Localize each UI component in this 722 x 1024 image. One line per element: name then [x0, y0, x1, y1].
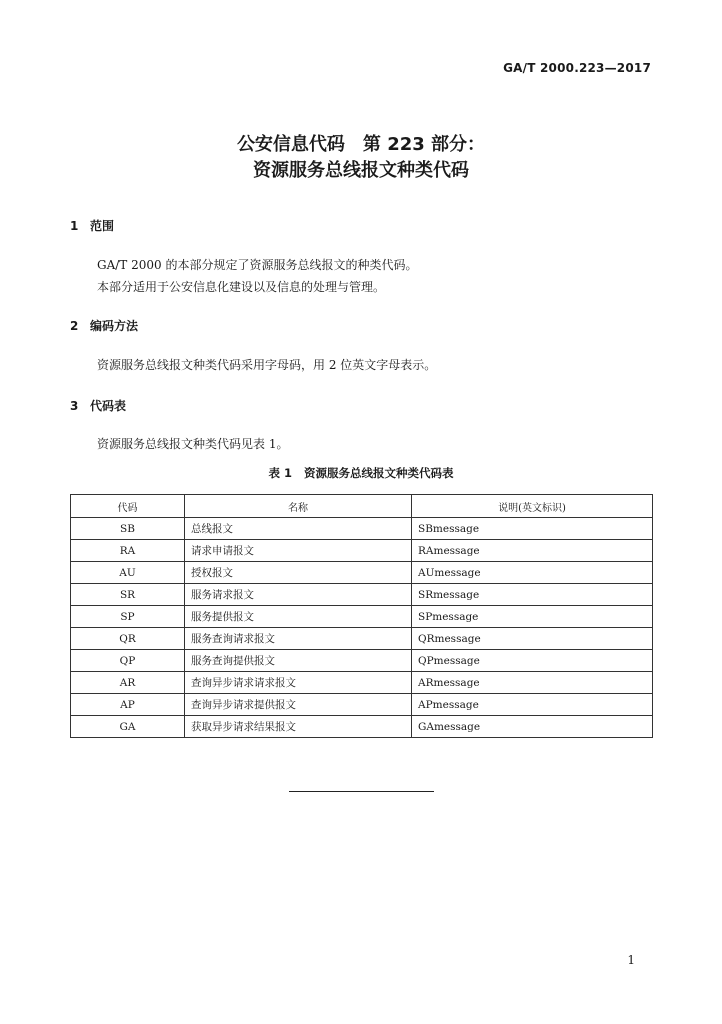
column-header-code: 代码	[71, 495, 185, 518]
section-number: 2	[70, 319, 79, 333]
section-title: 范围	[90, 219, 115, 233]
paragraph: 资源服务总线报文种类代码见表 1。	[97, 437, 289, 451]
code-table	[70, 494, 653, 738]
paragraph: 本部分适用于公安信息化建设以及信息的处理与管理。	[97, 280, 386, 294]
code-cell: SP	[71, 606, 185, 628]
end-of-text-rule	[289, 791, 434, 792]
column-header-description: 说明(英文标识)	[412, 495, 653, 518]
table-row	[71, 650, 653, 672]
description-cell: QRmessage	[412, 628, 653, 650]
code-cell: SB	[71, 518, 185, 540]
name-cell: 授权报文	[185, 562, 412, 584]
code-cell: AP	[71, 694, 185, 716]
section-heading-scope	[70, 217, 114, 234]
description-cell: SPmessage	[412, 606, 653, 628]
name-cell: 查询异步请求请求报文	[185, 672, 412, 694]
description-cell: SBmessage	[412, 518, 653, 540]
paragraph: GA/T 2000 的本部分规定了资源服务总线报文的种类代码。	[97, 258, 418, 272]
paragraph: 资源服务总线报文种类代码采用字母码，用 2 位英文字母表示。	[97, 358, 437, 372]
description-cell: SRmessage	[412, 584, 653, 606]
description-cell: AUmessage	[412, 562, 653, 584]
table-header-row	[71, 495, 653, 518]
code-cell: QP	[71, 650, 185, 672]
description-cell: ARmessage	[412, 672, 653, 694]
table-row	[71, 540, 653, 562]
code-cell: AR	[71, 672, 185, 694]
standard-code: GA/T 2000.223—2017	[503, 61, 651, 75]
table-row	[71, 562, 653, 584]
section-title: 编码方法	[90, 319, 139, 333]
table-row	[71, 584, 653, 606]
description-cell: QPmessage	[412, 650, 653, 672]
name-cell: 查询异步请求提供报文	[185, 694, 412, 716]
description-cell: APmessage	[412, 694, 653, 716]
table-row	[71, 716, 653, 738]
code-cell: QR	[71, 628, 185, 650]
description-cell: GAmessage	[412, 716, 653, 738]
section-heading-code-table	[70, 397, 126, 414]
page-number: 1	[627, 953, 635, 967]
name-cell: 服务查询提供报文	[185, 650, 412, 672]
table-row	[71, 672, 653, 694]
section-heading-coding-method	[70, 317, 138, 334]
name-cell: 服务提供报文	[185, 606, 412, 628]
code-cell: RA	[71, 540, 185, 562]
title-line-1: 公安信息代码 第 223 部分：	[236, 134, 486, 155]
section-title: 代码表	[90, 399, 127, 413]
table-caption-label: 表 1	[268, 466, 292, 480]
section-number: 3	[70, 399, 79, 413]
table-row	[71, 694, 653, 716]
code-cell: GA	[71, 716, 185, 738]
column-header-name: 名称	[185, 495, 412, 518]
code-cell: AU	[71, 562, 185, 584]
description-cell: RAmessage	[412, 540, 653, 562]
table-row	[71, 606, 653, 628]
table-row	[71, 628, 653, 650]
title-line-2: 资源服务总线报文种类代码	[253, 160, 469, 181]
table-row	[71, 518, 653, 540]
name-cell: 服务请求报文	[185, 584, 412, 606]
section-number: 1	[70, 219, 79, 233]
name-cell: 请求申请报文	[185, 540, 412, 562]
name-cell: 获取异步请求结果报文	[185, 716, 412, 738]
code-cell: SR	[71, 584, 185, 606]
table-caption	[0, 465, 722, 481]
name-cell: 总线报文	[185, 518, 412, 540]
name-cell: 服务查询请求报文	[185, 628, 412, 650]
table-caption-title: 资源服务总线报文种类代码表	[304, 466, 454, 480]
